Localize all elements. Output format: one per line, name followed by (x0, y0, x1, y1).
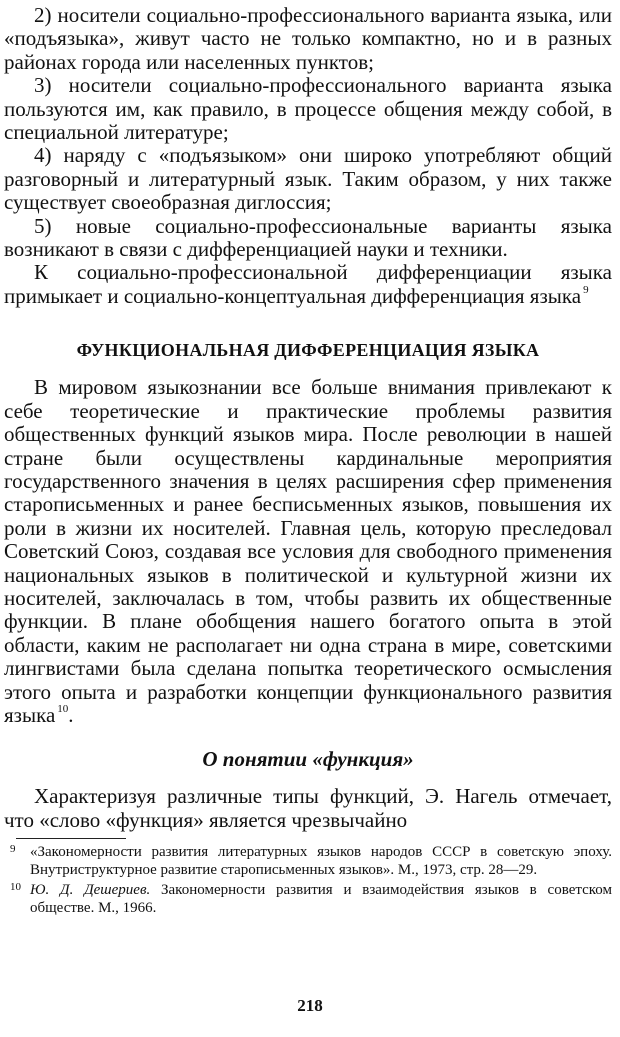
footnote-ref-9[interactable]: 9 (583, 283, 589, 296)
footnote-9 (4, 841, 612, 879)
section-paragraph-text: В мировом языкознании все больше внимания привлекают к себе теоретические и практические проблемы развития общественных функций языков мира. После революции в нашей стране были осуществлены кардинальные мероприятия государственного значения в целях расширения сфер применения старописьменных и ранее бесписьменных языков, повышения их роли в жизни их носителей. Главная цель, которую преследовал Советский Союз, создавая все условия для свободного применения национальных языков в политической и культурной жизни их носителей, заключалась в том, чтобы развить их общественные функции. В плане обобщения нашего богатого опыта в этой области, каким не располагает ни одна страна в мире, советскими лингвистами была сделана попытка теоретического осмысления этого опыта и разработки концепции функционального развития языка (4, 375, 612, 727)
footnote-author: Ю. Д. Дешериев. (30, 882, 151, 899)
last-paragraph: Характеризуя различные типы функций, Э. Нагель отмечает, что «слово «функция» является чрезвычайно (4, 784, 612, 832)
list-item-2: 2) носители социально-профессионального варианта языка, или «подъязыка», живут часто не только компактно, но и в разных районах города или населенных пунктов; (4, 3, 612, 74)
footnote-10 (4, 879, 612, 917)
differentiation-text: К социально-профессиональной дифференциации языка примыкает и социально-концептуальная дифференциация языка (4, 260, 612, 308)
section-heading: ФУНКЦИОНАЛЬНАЯ ДИФФЕРЕНЦИАЦИЯ ЯЗЫКА (76, 340, 540, 361)
footnote-ref-10[interactable]: 10 (57, 702, 69, 715)
list-item-5: 5) новые социально-профессиональные варианты языка возникают в связи с дифференциацией науки и техники. (4, 213, 612, 262)
footnotes (4, 841, 612, 917)
footnote-text: «Закономерности развития литературных языков народов СССР в советскую эпоху. Внутриструктурное развитие старописьменных языков». М., 1973, стр. 28—29. (30, 844, 612, 878)
footnote-text: Закономерности развития и взаимодействия языков в советском обществе. М., 1966. (30, 882, 612, 916)
footnote-mark: 10 (10, 881, 21, 894)
subsection-heading: О понятии «функция» (202, 747, 414, 772)
list-item-4: 4) наряду с «подъязыком» они широко употребляют общий разговорный и литературный язык. Таким образом, у них также существует своеобразная диглоссия; (4, 143, 612, 215)
page-number: 218 (297, 996, 323, 1015)
section-paragraph: В мировом языкознании все больше внимания привлекают к себе теоретические и практические проблемы развития общественных функций языков мира. После революции в нашей стране были осуществлены кардинальные мероприятия государственного значения в целях расширения сфер применения старописьменных и ранее бесписьменных языков, повышения их роли в жизни их носителей. Главная цель, которую преследовал Советский Союз, создавая все условия для свободного применения национальных языков в политической и культурной жизни их носителей, заключалась в том, чтобы развить их общественные функции. В плане обобщения нашего богатого опыта в этой области, каким не располагает ни одна страна в мире, советскими лингвистами была сделана попытка теоретического осмысления этого опыта и разработки концепции функционального развития языка $^{10}$. (4, 375, 612, 727)
list-item-3: 3) носители социально-профессионального варианта языка пользуются им, как правило, в процессе общения между собой, в специальной литературе; (4, 73, 612, 145)
footnote-divider (16, 838, 126, 839)
differentiation-paragraph (4, 261, 612, 308)
footnote-mark: 9 (10, 843, 16, 856)
